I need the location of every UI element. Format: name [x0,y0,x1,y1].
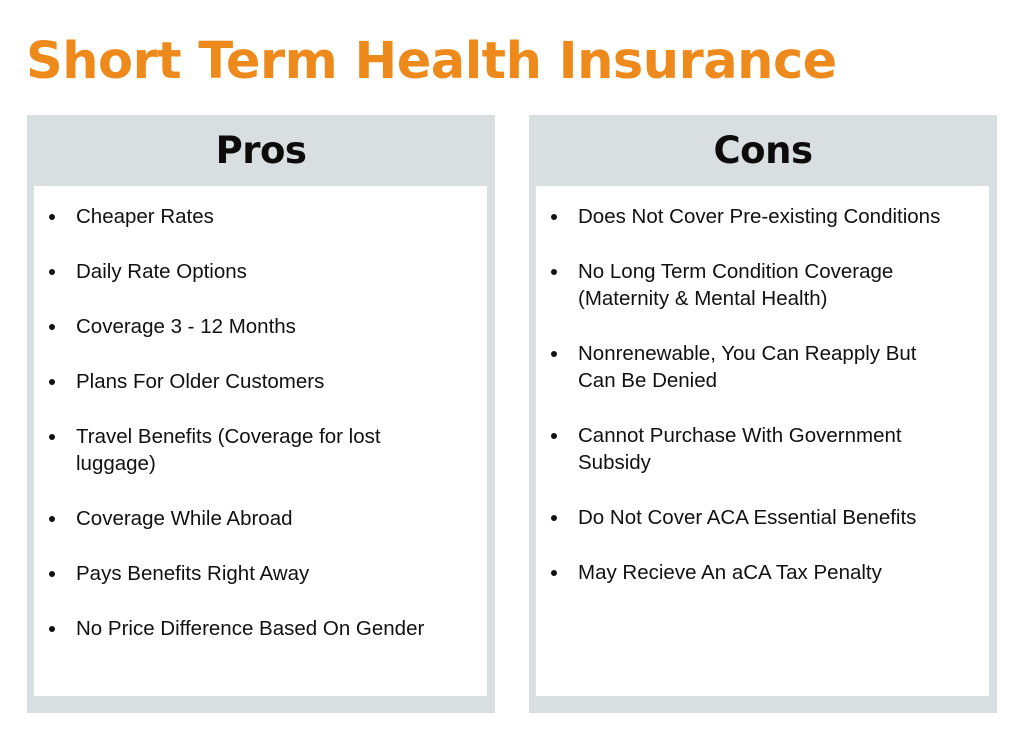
cons-item-text: Cannot Purchase With Government Subsidy [578,424,902,474]
bullet-icon [49,214,55,220]
pros-list-box [34,186,487,696]
pros-list-item [34,203,487,230]
cons-list-item [536,340,989,394]
pros-item-text: Pays Benefits Right Away [76,562,310,585]
pros-item-text: Plans For Older Customers [76,370,325,393]
cons-list-item [536,559,989,586]
bullet-icon [49,571,55,577]
bullet-icon [49,516,55,522]
pros-panel [27,115,495,713]
bullet-icon [551,269,557,275]
cons-item-text: Nonrenewable, You Can Reapply But Can Be Denied [578,342,917,392]
bullet-icon [551,214,557,220]
pros-heading: Pros [215,129,307,172]
cons-list-item [536,504,989,531]
pros-item-text: Travel Benefits (Coverage for lost luggage) [76,425,381,475]
pros-item-text: Coverage While Abroad [76,507,293,530]
pros-item-text: Daily Rate Options [76,260,247,283]
cons-list-item [536,422,989,476]
pros-list-item [34,423,487,477]
cons-list-box [536,186,989,696]
bullet-icon [49,434,55,440]
cons-list-item [536,258,989,312]
cons-heading: Cons [713,129,813,172]
cons-list-item [536,203,989,230]
cons-item-text: No Long Term Condition Coverage (Maternity & Mental Health) [578,260,894,310]
pros-list [34,203,487,670]
bullet-icon [551,351,557,357]
bullet-icon [551,515,557,521]
page-title: Short Term Health Insurance [26,32,837,91]
bullet-icon [551,433,557,439]
cons-panel [529,115,997,713]
bullet-icon [49,626,55,632]
cons-item-text: Does Not Cover Pre-existing Conditions [578,205,941,228]
pros-list-item [34,258,487,285]
cons-list [536,203,989,614]
bullet-icon [49,269,55,275]
bullet-icon [551,570,557,576]
bullet-icon [49,379,55,385]
pros-list-item [34,313,487,340]
pros-list-item [34,368,487,395]
bullet-icon [49,324,55,330]
cons-item-text: May Recieve An aCA Tax Penalty [578,561,882,584]
pros-item-text: No Price Difference Based On Gender [76,617,425,640]
pros-item-text: Cheaper Rates [76,205,214,228]
pros-list-item [34,505,487,532]
pros-item-text: Coverage 3 - 12 Months [76,315,296,338]
cons-item-text: Do Not Cover ACA Essential Benefits [578,506,917,529]
pros-list-item [34,560,487,587]
pros-list-item [34,615,487,642]
